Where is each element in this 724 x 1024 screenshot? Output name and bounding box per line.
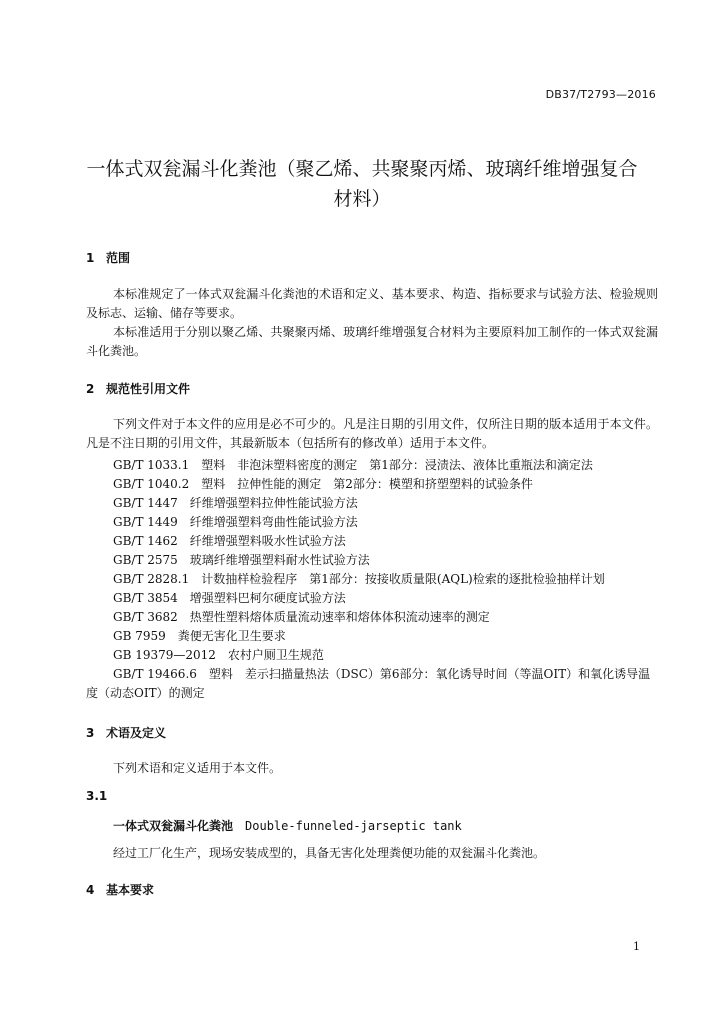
section-3-heading [86, 724, 166, 741]
term-definition: 经过工厂化生产，现场安装成型的，具备无害化处理粪便功能的双瓮漏斗化粪池。 [113, 846, 546, 860]
section-number: 1 [86, 251, 95, 265]
term-english: Double-funneled-jarseptic tank [245, 819, 462, 833]
section-2-heading [86, 380, 190, 397]
section-number: 4 [86, 883, 95, 897]
reference-item: GB/T 1447 纤维增强塑料拉伸性能试验方法 [113, 496, 358, 510]
document-title [70, 154, 654, 214]
section-1-paragraph-1: 本标准规定了一体式双瓮漏斗化粪池的术语和定义、基本要求、构造、指标要求与试验方法、检验规则及标志、运输、储存等要求。 [86, 287, 658, 320]
section-title: 规范性引用文件 [106, 382, 191, 396]
term-entry [113, 817, 462, 834]
section-number: 3 [86, 726, 95, 740]
section-3-intro: 下列术语和定义适用于本文件。 [113, 761, 282, 775]
title-line-1: 一体式双瓮漏斗化粪池（聚乙烯、共聚聚丙烯、玻璃纤维增强复合 [86, 158, 638, 180]
section-1-paragraph-2: 本标准适用于分别以聚乙烯、共聚聚丙烯、玻璃纤维增强复合材料为主要原料加工制作的一体式双瓮漏斗化粪池。 [86, 325, 658, 358]
subsection-number: 3.1 [86, 789, 108, 803]
reference-item-wrapped: GB/T 19466.6 塑料 差示扫描量热法（DSC）第6部分：氧化诱导时间（等温OIT）和氧化诱导温度（动态OIT）的测定 [86, 667, 651, 700]
term-chinese: 一体式双瓮漏斗化粪池 [113, 819, 234, 833]
reference-item: GB/T 3682 热塑性塑料熔体质量流动速率和熔体体积流动速率的测定 [113, 610, 490, 624]
standard-code: DB37/T2793—2016 [545, 88, 656, 101]
reference-item: GB 7959 粪便无害化卫生要求 [113, 629, 286, 643]
section-4-heading [86, 881, 154, 898]
title-line-2: 材料） [333, 188, 391, 210]
reference-item: GB/T 3854 增强塑料巴柯尔硬度试验方法 [113, 591, 346, 605]
section-1-heading [86, 249, 130, 266]
section-number: 2 [86, 382, 95, 396]
section-title: 基本要求 [106, 883, 155, 897]
reference-item: GB/T 2575 玻璃纤维增强塑料耐水性试验方法 [113, 553, 370, 567]
reference-item: GB/T 1462 纤维增强塑料吸水性试验方法 [113, 534, 346, 548]
section-title: 范围 [106, 251, 131, 265]
reference-item: GB/T 2828.1 计数抽样检验程序 第1部分：按接收质量限(AQL)检索的逐批检验抽样计划 [113, 572, 605, 586]
reference-item: GB/T 1040.2 塑料 拉伸性能的测定 第2部分：模塑和挤塑塑料的试验条件 [113, 477, 533, 491]
section-2-intro: 下列文件对于本文件的应用是必不可少的。凡是注日期的引用文件，仅所注日期的版本适用于本文件。凡是不注日期的引用文件，其最新版本（包括所有的修改单）适用于本文件。 [86, 417, 658, 450]
reference-item: GB/T 1033.1 塑料 非泡沫塑料密度的测定 第1部分：浸渍法、液体比重瓶法和滴定法 [113, 458, 593, 472]
section-title: 术语及定义 [106, 726, 167, 740]
reference-item: GB 19379—2012 农村户厕卫生规范 [113, 648, 324, 662]
reference-item: GB/T 1449 纤维增强塑料弯曲性能试验方法 [113, 515, 358, 529]
page-number: 1 [633, 940, 640, 953]
